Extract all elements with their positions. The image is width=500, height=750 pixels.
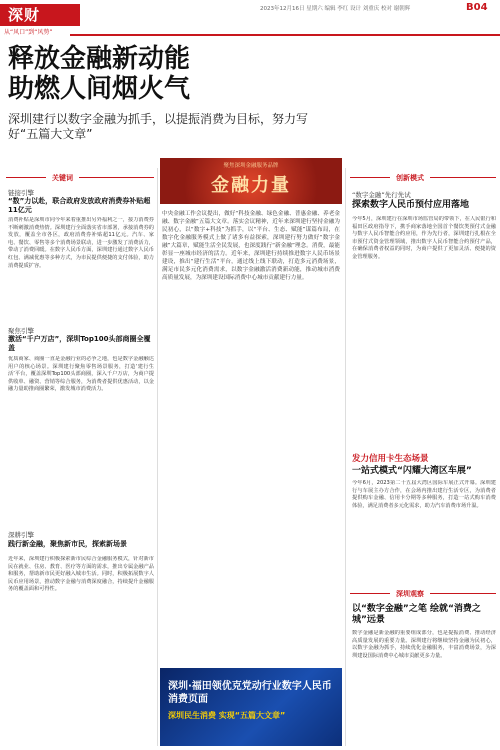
right-section-label: 创新模式: [390, 172, 430, 184]
banner-title: 金融力量: [211, 175, 291, 196]
right-body-2: 今年6月，2023第二十五届大湾区国际车展正式开幕。深圳建行与车展主办方合作，在会场内推出建行生活专区，为消费者提供购车金融、信用卡分期等多种服务，打造一站式购车消费体验，满足消费者多元化需求，助力汽车消费市场升温。: [352, 480, 496, 509]
banner-caption: 聚焦深圳金融服务品牌: [223, 163, 279, 169]
center-banner: [160, 158, 342, 204]
bottom-banner-title: 深圳·福田领优克党动行业数字人民币消费页面: [168, 681, 332, 705]
headline-line-1: 释放金融新动能: [8, 44, 191, 74]
left-body-1: 消费补贴是深圳市同今年来着重推出另外福利之一，接力消费券不断刺激消费热情。深圳建行全面落实省市部署，承接消费券的发放，覆盖全市各区，政府消费券补贴超11亿元。汽车、家电、餐饮、零售等多个消费场景联动，进一步激发了消费活力，带动了消费回暖。在数字人民币方面，深圳建行通过数字人民币红包、满减优惠等多种方式，为市民提供便捷的支付体验，助力消费提质扩容。: [8, 217, 154, 269]
left-kicker-2: 聚焦引擎: [8, 327, 34, 335]
headline: [8, 44, 358, 104]
right-title-3: 以“数字金融”之笔 绘就“消费之城”远景: [352, 604, 481, 625]
left-section-label: 关键词: [46, 172, 79, 184]
bottom-banner-subtitle: 深圳民生消费 实现“五篇大文章”: [168, 711, 286, 720]
section-subtitle: 从“风口”到“风势”: [4, 29, 53, 36]
left-kicker-1: 链接引擎: [8, 189, 34, 197]
right-section-label-2: 深圳观察: [390, 588, 430, 600]
date-line: 2023年12月16日 星期六 编辑 李红 设计 刘重庆 校对 谢朝辉: [260, 6, 411, 12]
left-body-2: 优质商家、商圈一直是金融行业的必争之地，也是数字金融触达用户的核心场景。深圳建行聚焦零售场景服务，打造‘建行生活’平台，覆盖深圳Top100头部商圈，深入千户万店，为商户提供收单、融资、营销等综合服务，为消费者提供优惠活动，以金融力量助推商圈繁荣，激发城市消费活力。: [8, 356, 154, 393]
right-section-bar: [350, 172, 496, 184]
right-title-1: 探索数字人民币预付应用落地: [352, 200, 470, 210]
column-divider-right: [345, 168, 346, 746]
right-body-1: 今年5月，深圳建行在深圳市场监管局的带领下，在人民银行和福田区政府指导下，携手商家落地全国首个餐饮类预付式金融与数字人民币智能合约应用，作为先行者，深圳建行扎根在全市预付式资金管理领域，推出数字人民币智能合约预付产品，在确保消费者权益的同时，为商户提供了更加灵活、便捷的资金管理服务。: [352, 216, 496, 260]
section-tag: 深财: [0, 4, 80, 26]
left-section-bar: [6, 172, 154, 184]
headline-line-2: 助燃人间烟火气: [8, 74, 191, 104]
left-kicker-3: 深耕引擎: [8, 531, 34, 539]
left-title-3: 践行新金融，聚焦新市民，探索新场景: [8, 540, 127, 548]
right-kicker-1: “数字金融”先行先试: [352, 191, 411, 199]
right-subtitle-2: 一站式模式“闪耀大湾区车展”: [352, 466, 472, 476]
subheadline: 深圳建行以数字金融为抓手，以提振消费为目标，努力写好“五篇大文章”: [8, 112, 309, 141]
right-title-2: 发力信用卡生态场景: [352, 454, 429, 464]
right-body-3: 数字金融是新金融的重要组成部分，也是提振消费、推动经济高质量发展的重要力量。深圳建行将继续坚持金融为民初心，以数字金融为抓手，持续优化金融服务，丰富消费场景，为深圳建设国际消费中心城市贡献更多力量。: [352, 630, 496, 659]
right-section-bar-2: [350, 588, 496, 600]
left-title-2: 激活“千户万店”，深圳Top100头部商圈全覆盖: [8, 335, 151, 352]
page-number: B04: [466, 2, 488, 13]
header-rule: [70, 34, 500, 36]
left-body-3: 近年来，深圳建行积极探索新市民综合金融服务模式，针对新市民在就业、住房、教育、医疗等方面的需求，推出专属金融产品和服务，帮助新市民更好融入城市生活。同时，积极拓展数字人民币应用场景，推动数字金融与消费深度融合，持续提升金融服务的覆盖面和可得性。: [8, 556, 154, 593]
bottom-banner: [160, 668, 342, 746]
page-header: [0, 0, 500, 40]
center-body: 中央金融工作会议提出，做好“科技金融、绿色金融、普惠金融、养老金融、数字金融”五篇大文章。落实会议精神，近年来深圳建行坚持金融为民初心，以“数字+科技”为抓手，以“平台、生态、赋能”谋篇布局，在数字化金融服务模式上做了诸多有益探索，深圳建行努力做好“数字金融”大篇章，赋能生活全民发展，也深度践行“新金融”理念。消费，最能彰显一座城市经济的活力。近年来，深圳建行持续推进数字人民币场景建设，推出“建行生活”平台，通过线上线下联动，打造多元消费场景，满足市民多元化消费需求，以数字金融激活消费新动能，推动城市消费高质量发展，为深圳建设国际消费中心城市贡献建行力量。: [162, 211, 340, 281]
column-divider-left: [157, 168, 158, 746]
left-title-1: “数”力以赴，联合政府发放政府消费券补贴超11亿元: [8, 197, 151, 214]
